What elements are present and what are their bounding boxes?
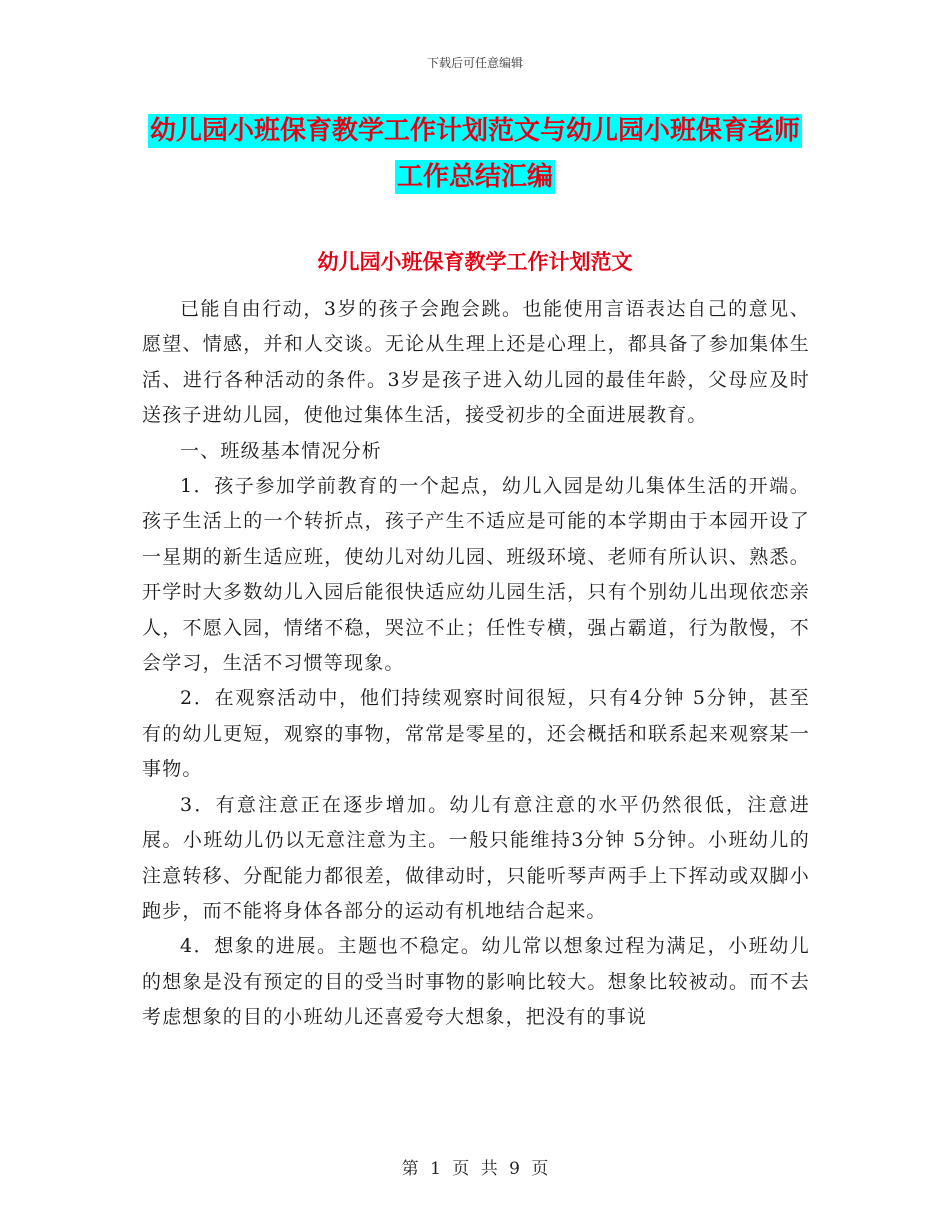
body-paragraph: 4．想象的进展。主题也不稳定。幼儿常以想象过程为满足，小班幼儿的想象是没有预定的目的受当时事物的影响比较大。想象比较被动。而不去考虑想象的目的小班幼儿还喜爱夸大想象，把没有的事说	[142, 935, 810, 1029]
document-title-text: 幼儿园小班保育教学工作计划范文与幼儿园小班保育老师工作总结汇编	[149, 116, 800, 192]
body-paragraph: 已能自由行动，3岁的孩子会跑会跳。也能使用言语表达自己的意见、愿望、情感，并和人交谈。无论从生理上还是心理上，都具备了参加集体生活、进行各种活动的条件。3岁是孩子进入幼儿园的最佳年龄，父母应及时送孩子进幼儿园，使他过集体生活，接受初步的全面进展教育。	[142, 298, 810, 427]
body-paragraph: 一、班级基本情况分析	[180, 439, 383, 462]
body-paragraph: 1．孩子参加学前教育的一个起点，幼儿入园是幼儿集体生活的开端。孩子生活上的一个转折点，孩子产生不适应是可能的本学期由于本园开设了一星期的新生适应班，使幼儿对幼儿园、班级环境、老师有所认识、熟悉。开学时大多数幼儿入园后能很快适应幼儿园生活，只有个别幼儿出现依恋亲人，不愿入园，情绪不稳，哭泣不止；任性专横，强占霸道，行为散慢，不会学习，生活不习惯等现象。	[142, 475, 810, 675]
document-title	[140, 108, 810, 200]
page-header-note: 下载后可任意编辑	[426, 56, 523, 70]
body-paragraph: 3．有意注意正在逐步增加。幼儿有意注意的水平仍然很低，注意进展。小班幼儿仍以无意注意为主。一般只能维持3分钟 5分钟。小班幼儿的注意转移、分配能力都很差，做律动时，只能听琴声两手上下挥动或双脚小跑步，而不能将身体各部分的运动有机地结合起来。	[142, 793, 810, 922]
page-number: 第 1 页 共 9 页	[401, 1159, 549, 1179]
section-title: 幼儿园小班保育教学工作计划范文	[317, 250, 633, 274]
document-body	[142, 292, 810, 1036]
body-paragraph: 2．在观察活动中，他们持续观察时间很短，只有4分钟 5分钟，甚至有的幼儿更短，观察的事物，常常是零星的，还会概括和联系起来观察某一事物。	[142, 687, 810, 781]
